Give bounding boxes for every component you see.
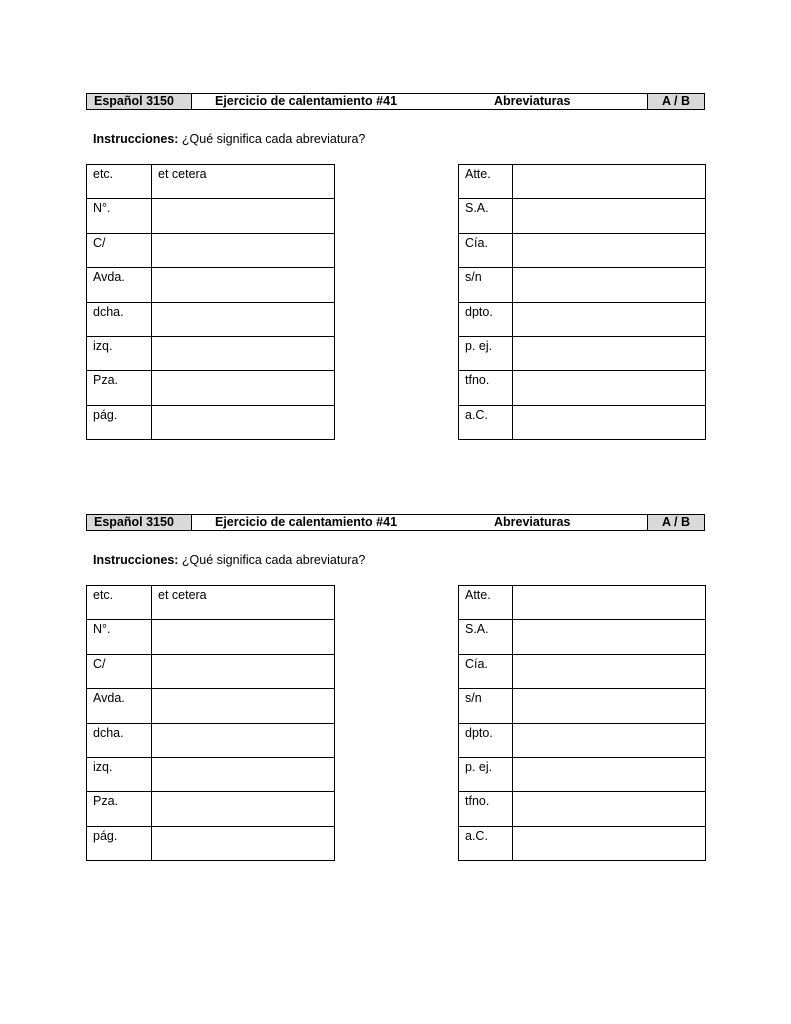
table-row [459,233,706,267]
meaning-cell[interactable] [152,620,335,654]
topic-label: Abreviaturas [494,94,571,108]
meaning-cell[interactable] [513,233,706,267]
abbreviation-cell: dcha. [87,723,152,757]
table-row [459,757,706,791]
abbreviation-cell: Cía. [459,233,513,267]
table-row [459,336,706,370]
abbreviation-table-right [458,585,706,861]
abbreviation-cell: Pza. [87,371,152,405]
table-row [87,199,335,233]
meaning-cell[interactable] [152,689,335,723]
meaning-cell[interactable] [152,723,335,757]
table-row [459,723,706,757]
abbreviation-cell: Avda. [87,689,152,723]
abbreviation-table-left [86,585,335,861]
meaning-cell[interactable] [152,792,335,826]
meaning-cell[interactable] [513,199,706,233]
abbreviation-cell: N°. [87,199,152,233]
abbreviation-cell: N°. [87,620,152,654]
header-bar [86,93,705,110]
meaning-cell[interactable] [152,302,335,336]
table-row [459,792,706,826]
abbreviation-cell: Avda. [87,268,152,302]
abbreviation-cell: dpto. [459,723,513,757]
table-row [87,689,335,723]
instructions [93,553,365,567]
abbreviation-cell: etc. [87,165,152,199]
meaning-cell[interactable] [513,654,706,688]
abbreviation-cell: dcha. [87,302,152,336]
abbreviation-cell: etc. [87,586,152,620]
meaning-cell[interactable] [513,165,706,199]
course-label: Español 3150 [87,515,192,530]
abbreviation-cell: s/n [459,268,513,302]
instructions-text: ¿Qué significa cada abreviatura? [178,553,366,567]
abbreviation-cell: s/n [459,689,513,723]
instructions-text: ¿Qué significa cada abreviatura? [178,132,366,146]
abbreviation-cell: Atte. [459,165,513,199]
instructions [93,132,365,146]
table-row [459,165,706,199]
worksheet-section-1 [0,0,791,422]
table-row [87,371,335,405]
version-label: A / B [647,515,704,530]
meaning-cell[interactable] [513,757,706,791]
meaning-cell[interactable] [513,336,706,370]
abbreviation-cell: pág. [87,405,152,439]
abbreviation-cell: tfno. [459,371,513,405]
abbreviation-cell: S.A. [459,199,513,233]
table-row [459,371,706,405]
meaning-cell[interactable] [513,268,706,302]
table-row [459,654,706,688]
exercise-title: Ejercicio de calentamiento #41 [215,94,398,108]
meaning-cell[interactable] [513,792,706,826]
meaning-cell[interactable] [152,336,335,370]
table-row [459,826,706,860]
table-row [87,302,335,336]
abbreviation-cell: C/ [87,654,152,688]
abbreviation-cell: dpto. [459,302,513,336]
meaning-cell[interactable] [513,371,706,405]
worksheet-section-2 [0,421,791,843]
meaning-cell[interactable] [152,371,335,405]
abbreviation-cell: a.C. [459,826,513,860]
meaning-cell[interactable] [513,302,706,336]
meaning-cell[interactable] [513,620,706,654]
table-row [459,689,706,723]
abbreviation-table-left [86,164,335,440]
abbreviation-cell: a.C. [459,405,513,439]
abbreviation-cell: tfno. [459,792,513,826]
table-row [87,165,335,199]
abbreviation-cell: p. ej. [459,336,513,370]
abbreviation-cell: S.A. [459,620,513,654]
instructions-label: Instrucciones: [93,553,179,567]
table-row [87,336,335,370]
table-row [459,199,706,233]
table-row [87,826,335,860]
header-bar [86,514,705,531]
table-row [459,302,706,336]
table-row [87,233,335,267]
meaning-cell[interactable] [152,826,335,860]
table-row [87,654,335,688]
table-row [459,620,706,654]
course-label: Español 3150 [87,94,192,109]
table-row [87,620,335,654]
meaning-cell[interactable] [513,689,706,723]
table-row [87,757,335,791]
abbreviation-cell: C/ [87,233,152,267]
meaning-cell[interactable] [513,586,706,620]
abbreviation-cell: Cía. [459,654,513,688]
abbreviation-cell: izq. [87,757,152,791]
meaning-cell[interactable]: et cetera [152,165,335,199]
abbreviation-cell: pág. [87,826,152,860]
abbreviation-cell: Pza. [87,792,152,826]
meaning-cell[interactable] [513,826,706,860]
instructions-label: Instrucciones: [93,132,179,146]
exercise-title: Ejercicio de calentamiento #41 [215,515,398,529]
table-row [87,586,335,620]
meaning-cell[interactable] [152,268,335,302]
table-row [459,586,706,620]
meaning-cell[interactable] [152,757,335,791]
meaning-cell[interactable] [152,199,335,233]
table-row [87,268,335,302]
abbreviation-table-right [458,164,706,440]
meaning-cell[interactable] [152,654,335,688]
meaning-cell[interactable] [152,233,335,267]
abbreviation-cell: p. ej. [459,757,513,791]
topic-label: Abreviaturas [494,515,571,529]
abbreviation-cell: izq. [87,336,152,370]
meaning-cell[interactable]: et cetera [152,586,335,620]
table-row [87,792,335,826]
version-label: A / B [647,94,704,109]
abbreviation-cell: Atte. [459,586,513,620]
meaning-cell[interactable] [513,723,706,757]
table-row [87,723,335,757]
table-row [459,268,706,302]
